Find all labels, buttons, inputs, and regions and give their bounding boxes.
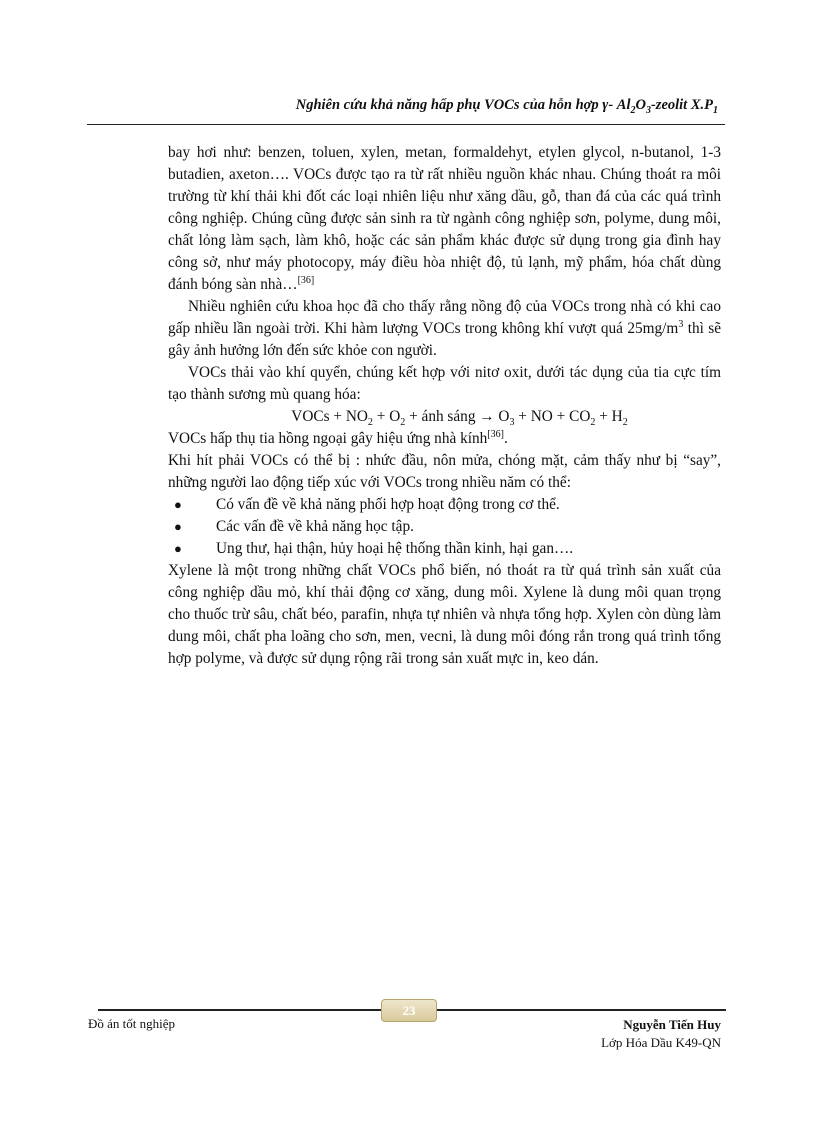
equation-sub: 2 xyxy=(367,417,373,429)
equation-sub: 2 xyxy=(622,417,628,429)
header-sub: 1 xyxy=(713,104,718,116)
equation-part: + NO + CO xyxy=(514,408,591,425)
list-item xyxy=(168,538,721,560)
paragraph-text: bay hơi như: benzen, toluen, xylen, metan, formaldehyt, etylen glycol, n-butanol, 1-3 butadien, axeton…. VOCs được tạo ra từ rất nhiều nguồn khác nhau. Chúng thoát ra môi trường từ khí thải khi đốt các loại nhiên liệu như xăng dầu, gỗ, than đá của các quá trình công nghiệp. Chúng cũng được sản sinh ra từ ngành công nghiệp sơn, polyme, dung môi, chất lỏng làm sạch, làm khô, hoặc các sản phẩm khác được sử dụng trong gia đình hay công sở, như máy photocopy, máy điều hòa nhiệt độ, tủ lạnh, mỹ phẩm, hóa chất dùng đánh bóng sàn nhà… xyxy=(168,144,721,293)
paragraph-health-effects xyxy=(168,450,721,494)
footer-doc-type: Đồ án tốt nghiệp xyxy=(88,1016,176,1031)
bullet-icon: ● xyxy=(174,497,182,512)
footer-author: Nguyễn Tiến Huy xyxy=(623,1017,721,1032)
header-title-text: Nghiên cứu khả năng hấp phụ VOCs của hỗn hợp γ- Al xyxy=(295,97,631,113)
header-title-text: O xyxy=(635,97,646,113)
equation-part: + ánh sáng → O xyxy=(405,408,510,425)
paragraph-voc-sources xyxy=(168,142,721,296)
list-item xyxy=(168,516,721,538)
equation-part: VOCs + NO xyxy=(291,408,368,425)
chemical-equation xyxy=(168,406,721,428)
header-sub: 2 xyxy=(630,104,636,116)
document-body xyxy=(168,142,721,670)
header-title-text: -zeolit X.P xyxy=(650,97,713,113)
footer-class: Lớp Hóa Dầu K49-QN xyxy=(601,1035,721,1050)
paragraph-photochemical-smog xyxy=(168,362,721,406)
health-effects-list xyxy=(168,494,721,560)
bullet-icon: ● xyxy=(174,541,182,556)
paragraph-text: VOCs hấp thụ tia hồng ngoại gây hiệu ứng nhà kính xyxy=(168,430,488,447)
paragraph-indoor-concentration xyxy=(168,296,721,362)
paragraph-text: Nhiều nghiên cứu khoa học đã cho thấy rằng nồng độ của VOCs trong nhà có khi cao gấp nhiều lần ngoài trời. Khi hàm lượng VOCs trong không khí vượt quá 25mg/m xyxy=(168,298,721,337)
equation-part: + H xyxy=(595,408,623,425)
header-rule xyxy=(87,124,725,125)
citation-ref: [36] xyxy=(297,274,315,286)
header-title xyxy=(150,97,718,114)
equation-part: + O xyxy=(372,408,401,425)
bullet-icon: ● xyxy=(174,519,182,534)
list-item xyxy=(168,494,721,516)
page-number: 23 xyxy=(381,999,437,1022)
header-sub: 3 xyxy=(645,104,651,116)
paragraph-text: Khi hít phải VOCs có thể bị : nhức đầu, nôn mửa, chóng mặt, cảm thấy như bị “say”, những người lao động tiếp xúc với VOCs trong nhiều năm có thể: xyxy=(168,452,721,491)
equation-sub: 3 xyxy=(509,417,515,429)
paragraph-greenhouse xyxy=(168,428,721,450)
list-item-text: Có vấn đề về khả năng phối hợp hoạt động trong cơ thể. xyxy=(216,496,560,513)
citation-ref: [36] xyxy=(487,428,504,440)
footer-author-block xyxy=(601,1016,721,1052)
paragraph-text: . xyxy=(503,430,508,447)
equation-sub: 2 xyxy=(400,417,406,429)
paragraph-text: thì sẽ gây ảnh hưởng lớn đến sức khỏe con người. xyxy=(168,320,721,359)
list-item-text: Các vấn đề về khả năng học tập. xyxy=(216,518,414,535)
paragraph-xylene xyxy=(168,560,721,670)
superscript: 3 xyxy=(678,318,684,330)
list-item-text: Ung thư, hại thận, hủy hoại hệ thống thần kinh, hại gan…. xyxy=(216,540,574,557)
equation-sub: 2 xyxy=(590,417,596,429)
paragraph-text: Xylene là một trong những chất VOCs phổ biến, nó thoát ra từ quá trình sản xuất của công nghiệp dầu mỏ, khí thải động cơ xăng, dung môi. Xylene là dung môi quan trọng cho thuốc trừ sâu, chất béo, parafin, nhựa tự nhiên và nhựa tổng hợp. Xylen còn dùng làm dung môi, chất pha loãng cho sơn, men, vecni, là dung môi đóng rắn trong quá trình tổng hợp polyme, và được sử dụng rộng rãi trong sản xuất mực in, keo dán. xyxy=(168,562,721,667)
paragraph-text: VOCs thải vào khí quyển, chúng kết hợp với nitơ oxit, dưới tác dụng của tia cực tím tạo thành sương mù quang hóa: xyxy=(168,364,721,403)
